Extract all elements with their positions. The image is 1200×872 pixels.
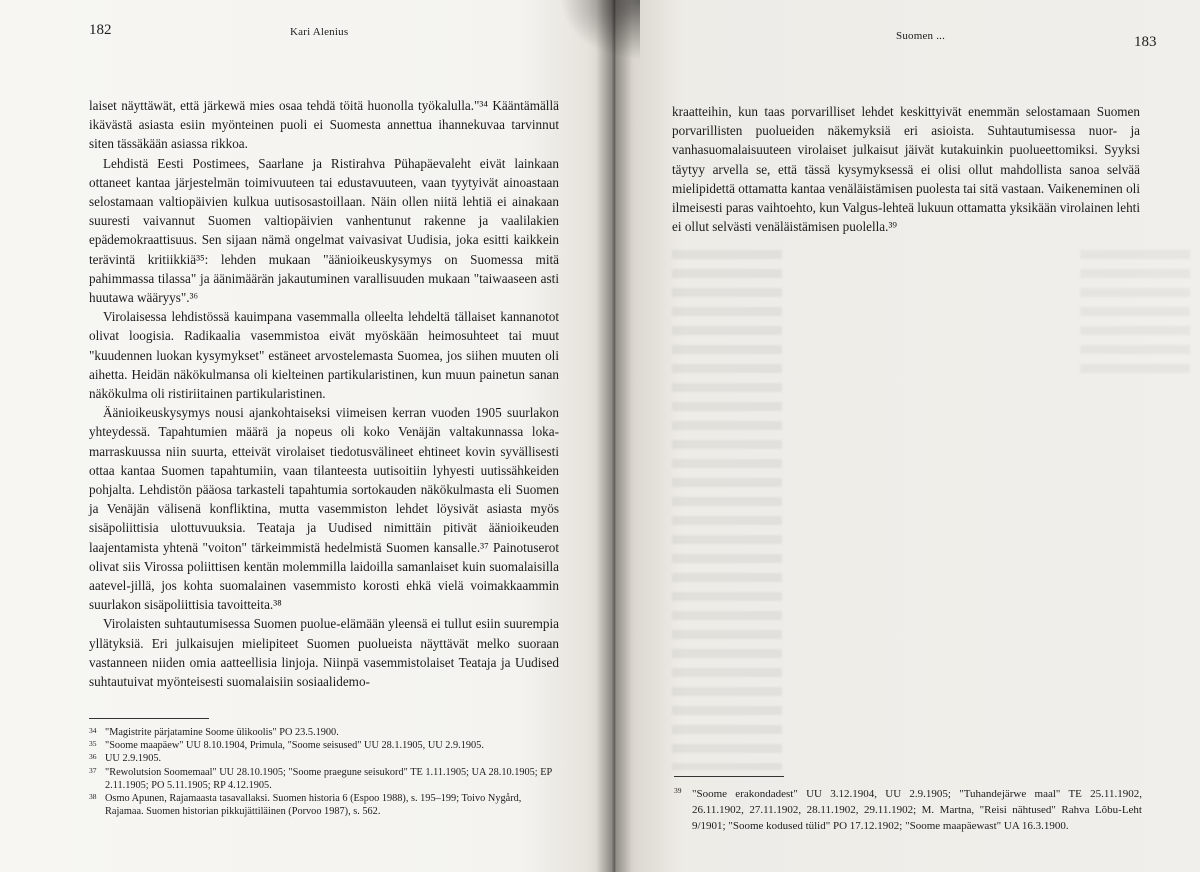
footnote-text: "Magistrite pärjatamine Soome ülikoolis" PO 23.5.1900.: [105, 727, 339, 738]
footnote-text: "Rewolutsion Soomemaal" UU 28.10.1905; "Soome praegune seisukord" TE 1.11.1905; UA 28.10.1905; EP 2.11.1905; PO 5.11.1905; RP 4.12.1905.: [105, 766, 552, 791]
show-through-text: [1080, 250, 1190, 380]
page-number-right: 183: [1134, 34, 1157, 50]
footnote-text: Osmo Apunen, Rajamaasta tasavallaksi. Suomen historia 6 (Espoo 1988), s. 195–199; Toivo Nygård, Rajamaa. Suomen historian pikkujättiläinen (Porvoo 1987), s. 562.: [105, 793, 522, 818]
footnote-rule-right: [674, 776, 784, 777]
footnote: [89, 766, 559, 792]
footnote: [674, 786, 1142, 834]
paragraph: Virolaisten suhtautumisessa Suomen puolue-elämään yleensä ei tullut esiin suurempia yllätyksiä. Eri julkaisujen mielipiteet Suomen puolueista näyttävät melko suoraan vastanneen niiden omia aatteellisia linjoja. Niinpä vasemmistolaiset Teataja ja Uudised suhtautuivat myönteisesti suomalaisiin sosiaalidemo-: [89, 616, 559, 690]
paragraph: Virolaisessa lehdistössä kauimpana vasemmalla olleelta lehdeltä tällaiset kannanotot olivat loogisia. Radikaalia vasemmistoa eivät myöskään heimosuhteet tai muut "kuudennen luokan kysymykset" estäneet arvostelemasta Suomea, jos siihen muuten oli aihetta. Heidän näkökulmansa oli kielteinen partikularistinen, kun muun painetun sanan näkökulma oli ristiriitainen partikularistinen.: [89, 309, 559, 402]
footnote-text: "Soome erakondadest" UU 3.12.1904, UU 2.9.1905; "Tuhandejärwe maal" TE 25.11.1902, 26.11.1902, 27.11.1902, 28.11.1902, 29.11.1902; M. Martna, "Reisi nähtused" Rahva Lõbu-Leht 9/1901; "Soome kodused tülid" PO 17.12.1902; "Soome maapäewast" UA 16.3.1900.: [692, 788, 1142, 832]
running-head-left: Kari Alenius: [290, 26, 349, 38]
footnote-number: 37: [89, 765, 97, 775]
footnote: [89, 726, 559, 739]
footnote-text: "Soome maapäew" UU 8.10.1904, Primula, "Soome seisused" UU 28.1.1905, UU 2.9.1905.: [105, 740, 484, 752]
footnote: [89, 739, 559, 752]
page-number-left: 182: [89, 22, 112, 38]
paragraph: Äänioikeuskysymys nousi ajankohtaiseksi viimeisen kerran vuoden 1905 suurlakon yhteydessä. Tapahtumien määrä ja nopeus oli koko Venäjän valtakunnassa loka-marraskuussa niin suurta, etteivät virolaiset tiedotusvälineet ehtineet kovin syvällisesti ottaa kantaa Suomen tapahtumiin, vaan tilanteesta uutisoitiin lyhyesti uutissähkeiden pohjalta. Lehdistön pääosa tarkasteli tapahtumia sortokauden näkökulmasta eli Suomen ja Venäjän välisenä konfliktina, mutta vasemmiston lehdet löysivät asiasta myös sisäpoliittisia ulottuvuuksia. Teataja ja Uudised nimittäin pitivät äänioikeuden laajentamista yhtenä "voiton" tärkeimmistä hedelmistä Suomen kansalle.³⁷ Painotuserot olivat siis Virossa poliittisen kentän molemmilla laidoilla samanlaiset kuin suomalaisilla aatevel-jillä, jos kohta suomalainen vasemmisto korosti ehkä vielä voimakkaammin suurlakon sisäpoliittisia tavoitteita.³⁸: [89, 405, 559, 613]
footnote: [89, 792, 559, 818]
left-footnotes: [89, 726, 559, 818]
show-through-text: [672, 250, 782, 770]
footnote-number: 39: [674, 786, 682, 795]
footnote-number: 38: [89, 792, 97, 802]
footnote-number: 34: [89, 726, 97, 735]
paragraph: kraatteihin, kun taas porvarilliset lehdet keskittyivät enemmän selostamaan Suomen porvarillisten puolueiden näkemyksiä eri asioista. Suhtautumisessa nuor- ja vanhasuomalaisuuteen virolaiset julkaisut jäivät kutakuinkin puolueettomiksi. Syyksi täytyy arvella se, että tässä kysymyksessä ei olisi ollut mahdollista sanoa selvää mielipidettä ottamatta kantaa venäläistämisen puolesta tai sitä vastaan. Vaikeneminen oli ilmeisesti paras vaihtoehto, kun Valgus-lehteä lukuun ottamatta yksikään virolainen lehti ei ollut selvästi venäläistämisen puolella.³⁹: [672, 104, 1140, 235]
footnote-rule-left: [89, 718, 209, 719]
running-head-right: Suomen ...: [896, 30, 946, 42]
gutter-shadow: [560, 0, 640, 60]
paragraph: laiset näyttäwät, että järkewä mies osaa tehdä töitä huonolla työkalulla."³⁴ Kääntämällä ikävästä asiasta esiin myönteinen puoli ei Suomesta annettua ihannekuvaa tarvinnut siten tässäkään asiassa rikkoa.: [89, 98, 559, 152]
right-body-text: [672, 102, 1140, 236]
footnote-text: UU 2.9.1905.: [105, 753, 162, 765]
footnote-number: 35: [89, 739, 97, 749]
footnote: [89, 752, 559, 765]
paragraph: Lehdistä Eesti Postimees, Saarlane ja Ristirahva Pühapäevaleht eivät lainkaan ottaneet kantaa järjestelmän toimivuuteen tai edustavuuteen, vaan tyytyivät ainoastaan selostamaan valtiopäivien kulkua uutisosastoillaan. Näin ollen niitä lehtiä ei ainakaan suuresti vaivannut Suomen valtiopäivien vanhentunut rakenne ja vaalilakien epädemokraattisuus. Sen sijaan nämä ongelmat vaivasivat Uudisia, joka esitti kaikkein terävintä kritiikkiä³⁵: lehden mukaan "äänioikeuskysymys on Suomessa mitä pahimmassa tilassa" ja äänimäärän jakautuminen varallisuuden mukaan "taiwaaseen asti huutawa wääryys".³⁶: [89, 155, 559, 306]
book-gutter: [596, 0, 632, 872]
footnote-number: 36: [89, 752, 97, 762]
right-footnotes: [674, 786, 1142, 834]
left-body-text: [89, 96, 559, 691]
